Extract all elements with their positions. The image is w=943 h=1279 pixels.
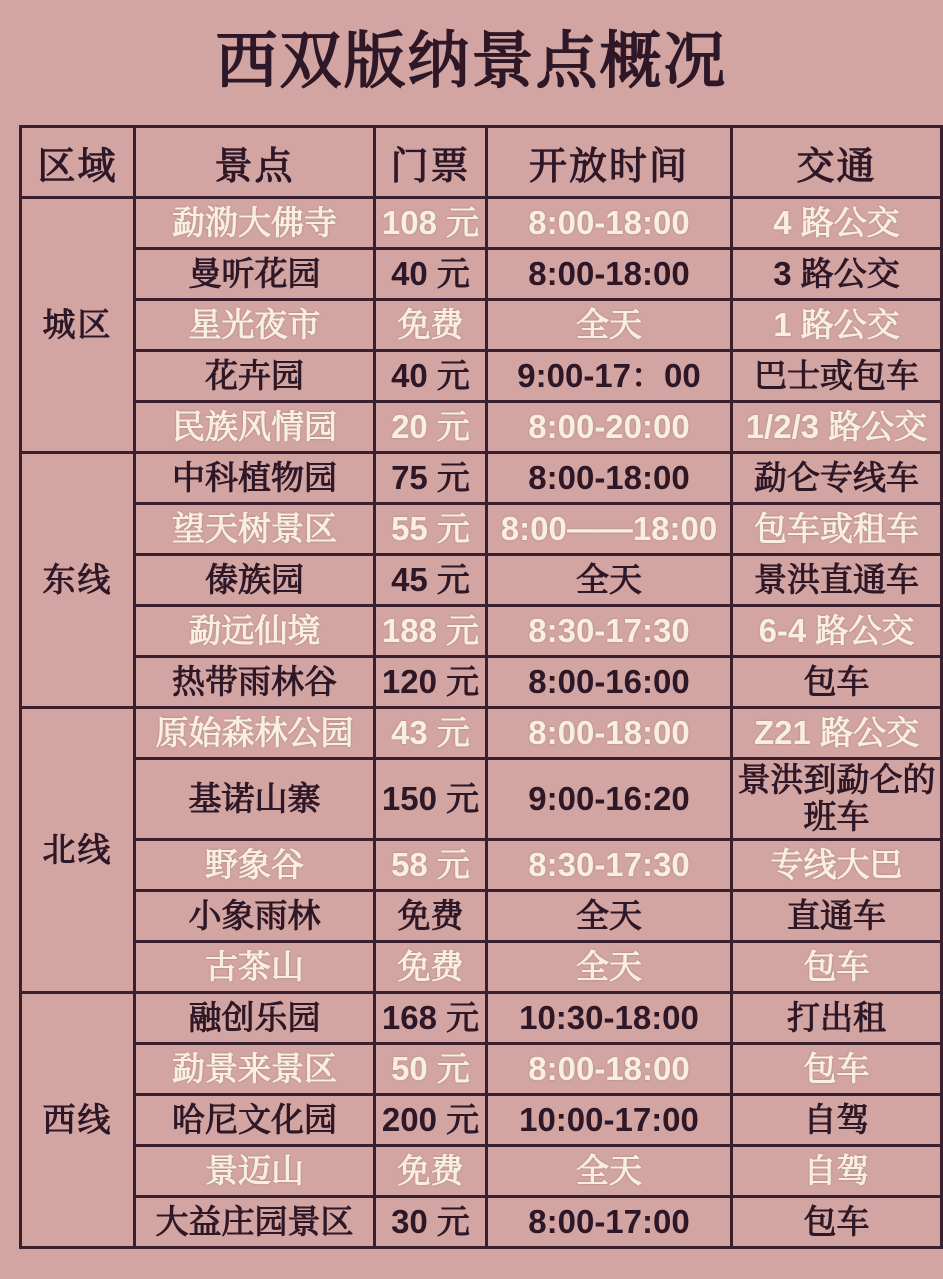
ticket-cell: 55 元	[375, 504, 487, 555]
transport-cell: 景洪直通车	[732, 555, 942, 606]
infographic-page	[0, 26, 943, 1249]
transport-cell: 直通车	[732, 891, 942, 942]
ticket-cell: 45 元	[375, 555, 487, 606]
transport-cell: 勐仑专线车	[732, 453, 942, 504]
attraction-cell: 哈尼文化园	[135, 1095, 375, 1146]
header-attraction: 景点	[135, 127, 375, 198]
attraction-cell: 原始森林公园	[135, 708, 375, 759]
transport-cell: 6-4 路公交	[732, 606, 942, 657]
header-transport: 交通	[732, 127, 942, 198]
table-row	[21, 1095, 942, 1146]
hours-cell: 全天	[487, 1146, 732, 1197]
header-ticket: 门票	[375, 127, 487, 198]
table-row	[21, 1146, 942, 1197]
table-row	[21, 993, 942, 1044]
transport-cell: 打出租	[732, 993, 942, 1044]
transport-cell: 1/2/3 路公交	[732, 402, 942, 453]
attraction-cell: 热带雨林谷	[135, 657, 375, 708]
table-row	[21, 840, 942, 891]
ticket-cell: 免费	[375, 942, 487, 993]
ticket-cell: 免费	[375, 300, 487, 351]
ticket-cell: 75 元	[375, 453, 487, 504]
ticket-cell: 168 元	[375, 993, 487, 1044]
transport-cell: 自驾	[732, 1146, 942, 1197]
ticket-cell: 20 元	[375, 402, 487, 453]
transport-cell: 包车	[732, 1044, 942, 1095]
table-row	[21, 657, 942, 708]
transport-cell: 包车或租车	[732, 504, 942, 555]
ticket-cell: 150 元	[375, 759, 487, 840]
table-row	[21, 504, 942, 555]
attraction-cell: 野象谷	[135, 840, 375, 891]
transport-cell: 包车	[732, 1197, 942, 1248]
attraction-cell: 景迈山	[135, 1146, 375, 1197]
transport-cell: 4 路公交	[732, 198, 942, 249]
ticket-cell: 200 元	[375, 1095, 487, 1146]
table-row	[21, 300, 942, 351]
hours-cell: 8:00——18:00	[487, 504, 732, 555]
hours-cell: 9:00-16:20	[487, 759, 732, 840]
transport-cell: 景洪到勐仑的班车	[732, 759, 942, 840]
hours-cell: 全天	[487, 300, 732, 351]
table-row	[21, 402, 942, 453]
attraction-cell: 勐远仙境	[135, 606, 375, 657]
header-region: 区域	[21, 127, 135, 198]
table-body	[21, 198, 942, 1248]
ticket-cell: 30 元	[375, 1197, 487, 1248]
table-row	[21, 1044, 942, 1095]
attraction-cell: 望天树景区	[135, 504, 375, 555]
attraction-cell: 勐泐大佛寺	[135, 198, 375, 249]
attraction-cell: 中科植物园	[135, 453, 375, 504]
hours-cell: 8:00-18:00	[487, 708, 732, 759]
table-row	[21, 606, 942, 657]
hours-cell: 全天	[487, 555, 732, 606]
attraction-cell: 花卉园	[135, 351, 375, 402]
header-hours: 开放时间	[487, 127, 732, 198]
ticket-cell: 免费	[375, 1146, 487, 1197]
table-row	[21, 198, 942, 249]
hours-cell: 8:30-17:30	[487, 840, 732, 891]
attraction-cell: 大益庄园景区	[135, 1197, 375, 1248]
ticket-cell: 40 元	[375, 249, 487, 300]
hours-cell: 8:00-17:00	[487, 1197, 732, 1248]
hours-cell: 8:00-18:00	[487, 249, 732, 300]
hours-cell: 8:30-17:30	[487, 606, 732, 657]
table-row	[21, 891, 942, 942]
transport-cell: 1 路公交	[732, 300, 942, 351]
hours-cell: 8:00-20:00	[487, 402, 732, 453]
ticket-cell: 50 元	[375, 1044, 487, 1095]
transport-cell: 专线大巴	[732, 840, 942, 891]
hours-cell: 10:00-17:00	[487, 1095, 732, 1146]
transport-cell: 包车	[732, 657, 942, 708]
ticket-cell: 58 元	[375, 840, 487, 891]
attraction-cell: 民族风情园	[135, 402, 375, 453]
transport-cell: Z21 路公交	[732, 708, 942, 759]
table-row	[21, 942, 942, 993]
region-cell: 城区	[21, 198, 135, 453]
transport-cell: 3 路公交	[732, 249, 942, 300]
region-cell: 北线	[21, 708, 135, 993]
hours-cell: 8:00-16:00	[487, 657, 732, 708]
header-row	[21, 127, 942, 198]
attraction-cell: 小象雨林	[135, 891, 375, 942]
ticket-cell: 108 元	[375, 198, 487, 249]
attraction-cell: 融创乐园	[135, 993, 375, 1044]
table-row	[21, 708, 942, 759]
transport-cell: 巴士或包车	[732, 351, 942, 402]
attraction-cell: 勐景来景区	[135, 1044, 375, 1095]
table-row	[21, 759, 942, 840]
attraction-cell: 古茶山	[135, 942, 375, 993]
attraction-cell: 曼听花园	[135, 249, 375, 300]
hours-cell: 8:00-18:00	[487, 453, 732, 504]
ticket-cell: 免费	[375, 891, 487, 942]
attraction-cell: 基诺山寨	[135, 759, 375, 840]
ticket-cell: 40 元	[375, 351, 487, 402]
transport-cell: 包车	[732, 942, 942, 993]
table-row	[21, 555, 942, 606]
table-row	[21, 453, 942, 504]
page-title: 西双版纳景点概况	[215, 27, 728, 96]
table-row	[21, 1197, 942, 1248]
hours-cell: 9:00-17：00	[487, 351, 732, 402]
attractions-table	[19, 125, 943, 1249]
ticket-cell: 43 元	[375, 708, 487, 759]
hours-cell: 全天	[487, 891, 732, 942]
hours-cell: 10:30-18:00	[487, 993, 732, 1044]
table-row	[21, 249, 942, 300]
region-cell: 东线	[21, 453, 135, 708]
table-row	[21, 351, 942, 402]
ticket-cell: 120 元	[375, 657, 487, 708]
attraction-cell: 傣族园	[135, 555, 375, 606]
transport-cell: 自驾	[732, 1095, 942, 1146]
region-cell: 西线	[21, 993, 135, 1248]
attraction-cell: 星光夜市	[135, 300, 375, 351]
ticket-cell: 188 元	[375, 606, 487, 657]
hours-cell: 8:00-18:00	[487, 1044, 732, 1095]
hours-cell: 8:00-18:00	[487, 198, 732, 249]
hours-cell: 全天	[487, 942, 732, 993]
